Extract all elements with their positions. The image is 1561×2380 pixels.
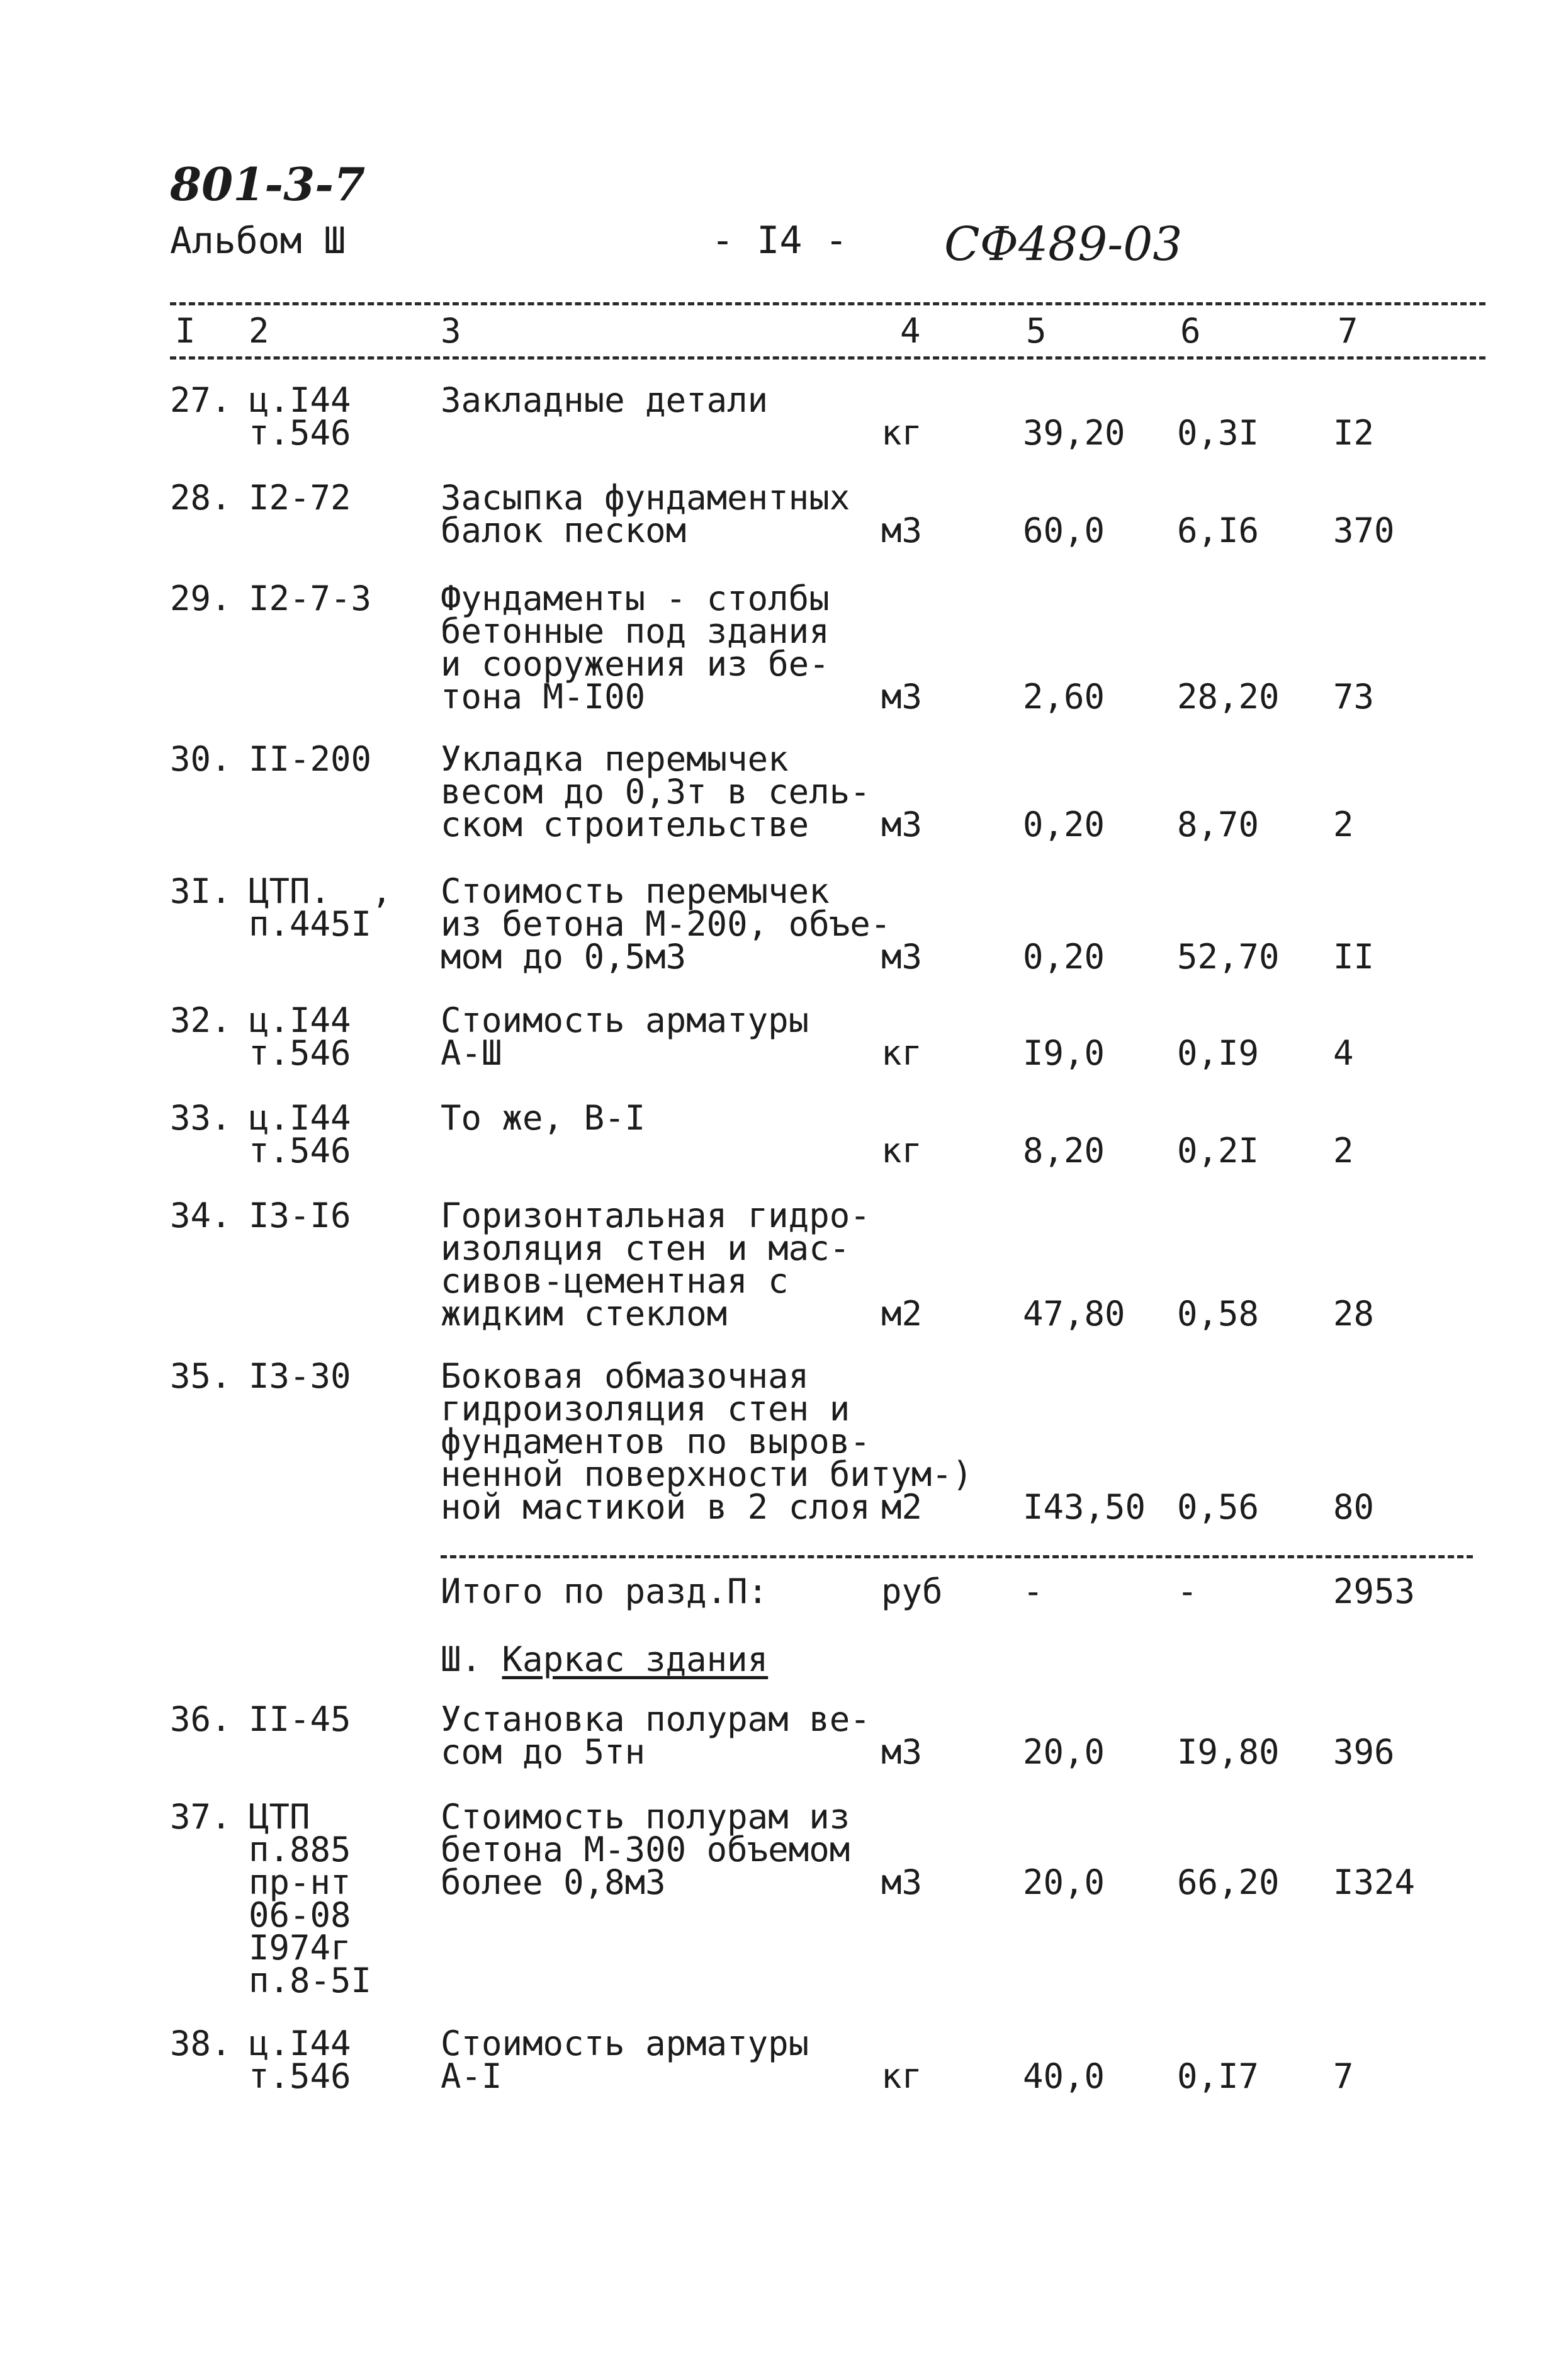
description-line: из бетона М-200, объе- bbox=[441, 904, 891, 944]
description-line: То же, В-I bbox=[441, 1098, 646, 1138]
row-number: 27. bbox=[170, 380, 232, 420]
column-header: 5 bbox=[1026, 311, 1047, 351]
quantity-cell: 0,20 bbox=[1023, 937, 1105, 977]
unit-cell: м3 bbox=[881, 511, 923, 550]
description-line: мом до 0,5м3 bbox=[441, 937, 687, 977]
norm-code-line: ц.I44 bbox=[249, 1000, 351, 1040]
description-line: Стоимость перемычек bbox=[441, 871, 830, 911]
quantity-cell: 20,0 bbox=[1023, 1862, 1105, 1902]
subtotal-qty: - bbox=[1023, 1572, 1044, 1611]
description-line: Стоимость полурам из bbox=[441, 1797, 850, 1837]
total-cell: 2 bbox=[1333, 1131, 1354, 1170]
description-line: Закладные детали bbox=[441, 380, 769, 420]
description-line: Горизонтальная гидро- bbox=[441, 1196, 871, 1235]
norm-code-line: II-45 bbox=[249, 1699, 351, 1739]
norm-code-line: т.546 bbox=[249, 1033, 351, 1073]
unit-price-cell: 0,58 bbox=[1177, 1294, 1260, 1334]
norm-code-line: II-200 bbox=[249, 739, 372, 779]
handwritten-series-code: 801-3-7 bbox=[170, 157, 366, 211]
row-number: 36. bbox=[170, 1699, 232, 1739]
unit-cell: кг bbox=[881, 2056, 923, 2096]
unit-cell: м3 bbox=[881, 937, 923, 977]
album-label: Альбом Ш bbox=[170, 219, 346, 262]
description-line: Фундаменты - столбы bbox=[441, 579, 830, 618]
description-line: сивов-цементная с bbox=[441, 1261, 789, 1301]
description-line: ском строительстве bbox=[441, 805, 809, 844]
subtotal-total: 2953 bbox=[1333, 1572, 1416, 1611]
norm-code-line: т.546 bbox=[249, 1131, 351, 1170]
unit-price-cell: 8,70 bbox=[1177, 805, 1260, 844]
row-number: 29. bbox=[170, 579, 232, 618]
description-line: балок песком bbox=[441, 511, 687, 550]
quantity-cell: 20,0 bbox=[1023, 1732, 1105, 1772]
column-header: 2 bbox=[249, 311, 269, 351]
description-line: ненной поверхности битум-) bbox=[441, 1454, 973, 1494]
page-number: - I4 - bbox=[711, 218, 848, 263]
norm-code-line: ц.I44 bbox=[249, 1098, 351, 1138]
row-number: 38. bbox=[170, 2024, 232, 2063]
quantity-cell: 0,20 bbox=[1023, 805, 1105, 844]
total-cell: 396 bbox=[1333, 1732, 1395, 1772]
description-line: ной мастикой в 2 слоя bbox=[441, 1487, 871, 1527]
description-line: жидким стеклом bbox=[441, 1294, 728, 1334]
quantity-cell: 8,20 bbox=[1023, 1131, 1105, 1170]
unit-cell: м3 bbox=[881, 1862, 923, 1902]
description-line: Боковая обмазочная bbox=[441, 1356, 809, 1396]
total-cell: 370 bbox=[1333, 511, 1395, 550]
total-cell: II bbox=[1333, 937, 1375, 977]
subtotal-rule bbox=[441, 1555, 1473, 1558]
description-line: и сооружения из бе- bbox=[441, 644, 830, 684]
unit-price-cell: 0,3I bbox=[1177, 413, 1260, 453]
column-header: 4 bbox=[900, 311, 921, 351]
quantity-cell: 40,0 bbox=[1023, 2056, 1105, 2096]
unit-cell: кг bbox=[881, 1131, 923, 1170]
unit-price-cell: I9,80 bbox=[1177, 1732, 1280, 1772]
column-header: 6 bbox=[1180, 311, 1201, 351]
unit-price-cell: 0,I7 bbox=[1177, 2056, 1260, 2096]
unit-price-cell: 6,I6 bbox=[1177, 511, 1260, 550]
description-line: тона М-I00 bbox=[441, 677, 646, 717]
unit-price-cell: 52,70 bbox=[1177, 937, 1280, 977]
row-number: 33. bbox=[170, 1098, 232, 1138]
total-cell: 4 bbox=[1333, 1033, 1354, 1073]
description-line: гидроизоляция стен и bbox=[441, 1389, 850, 1429]
norm-code-line: ц.I44 bbox=[249, 380, 351, 420]
quantity-cell: I43,50 bbox=[1023, 1487, 1146, 1527]
subtotal-unit: руб bbox=[881, 1572, 943, 1611]
description-line: Укладка перемычек bbox=[441, 739, 789, 779]
norm-code-line: т.546 bbox=[249, 2056, 351, 2096]
total-cell: I2 bbox=[1333, 413, 1375, 453]
quantity-cell: I9,0 bbox=[1023, 1033, 1105, 1073]
quantity-cell: 39,20 bbox=[1023, 413, 1125, 453]
row-number: 3I. bbox=[170, 871, 232, 911]
norm-code-line: пр-нт bbox=[249, 1862, 351, 1902]
quantity-cell: 47,80 bbox=[1023, 1294, 1125, 1334]
norm-code-line: I2-7-3 bbox=[249, 579, 372, 618]
norm-code-line: ЦТП bbox=[249, 1797, 310, 1837]
description-line: Стоимость арматуры bbox=[441, 2024, 809, 2063]
row-number: 34. bbox=[170, 1196, 232, 1235]
description-line: сом до 5тн bbox=[441, 1732, 646, 1772]
norm-code-line: п.8-5I bbox=[249, 1961, 372, 2000]
unit-cell: кг bbox=[881, 1033, 923, 1073]
row-number: 28. bbox=[170, 478, 232, 518]
description-line: изоляция стен и мас- bbox=[441, 1228, 850, 1268]
unit-cell: м2 bbox=[881, 1487, 923, 1527]
total-cell: 28 bbox=[1333, 1294, 1375, 1334]
unit-cell: м3 bbox=[881, 1732, 923, 1772]
section-number: Ш. bbox=[441, 1640, 482, 1679]
description-line: А-I bbox=[441, 2056, 502, 2096]
norm-code-line: I3-30 bbox=[249, 1356, 351, 1396]
description-line: фундаментов по выров- bbox=[441, 1422, 871, 1461]
subtotal-price: - bbox=[1177, 1572, 1198, 1611]
column-header: 7 bbox=[1338, 311, 1358, 351]
total-cell: 2 bbox=[1333, 805, 1354, 844]
unit-cell: кг bbox=[881, 413, 923, 453]
norm-code-line: п.885 bbox=[249, 1830, 351, 1869]
row-number: 35. bbox=[170, 1356, 232, 1396]
unit-cell: м3 bbox=[881, 805, 923, 844]
description-line: бетона М-300 объемом bbox=[441, 1830, 850, 1869]
description-line: Установка полурам ве- bbox=[441, 1699, 871, 1739]
quantity-cell: 2,60 bbox=[1023, 677, 1105, 717]
section-title: Каркас здания bbox=[502, 1640, 769, 1679]
unit-price-cell: 28,20 bbox=[1177, 677, 1280, 717]
description-line: Засыпка фундаментных bbox=[441, 478, 850, 518]
table-top-rule bbox=[170, 302, 1485, 305]
row-number: 37. bbox=[170, 1797, 232, 1837]
norm-code-line: I974г bbox=[249, 1928, 351, 1968]
total-cell: 73 bbox=[1333, 677, 1375, 717]
norm-code-line: п.445I bbox=[249, 904, 372, 944]
unit-price-cell: 0,2I bbox=[1177, 1131, 1260, 1170]
norm-code-line: т.546 bbox=[249, 413, 351, 453]
description-line: Стоимость арматуры bbox=[441, 1000, 809, 1040]
norm-code-line: ЦТП. , bbox=[249, 871, 392, 911]
description-line: бетонные под здания bbox=[441, 611, 830, 651]
subtotal-label: Итого по разд.П: bbox=[441, 1572, 769, 1611]
unit-cell: м3 bbox=[881, 677, 923, 717]
unit-cell: м2 bbox=[881, 1294, 923, 1334]
norm-code-line: I3-I6 bbox=[249, 1196, 351, 1235]
total-cell: I324 bbox=[1333, 1862, 1416, 1902]
norm-code-line: I2-72 bbox=[249, 478, 351, 518]
column-header: 3 bbox=[441, 311, 461, 351]
unit-price-cell: 0,I9 bbox=[1177, 1033, 1260, 1073]
quantity-cell: 60,0 bbox=[1023, 511, 1105, 550]
norm-code-line: 06-08 bbox=[249, 1895, 351, 1935]
row-number: 32. bbox=[170, 1000, 232, 1040]
column-header: I bbox=[175, 311, 196, 351]
column-header-rule bbox=[170, 356, 1485, 360]
norm-code-line: ц.I44 bbox=[249, 2024, 351, 2063]
section-heading bbox=[441, 1640, 769, 1679]
unit-price-cell: 0,56 bbox=[1177, 1487, 1260, 1527]
unit-price-cell: 66,20 bbox=[1177, 1862, 1280, 1902]
row-number: 30. bbox=[170, 739, 232, 779]
handwritten-document-code: СФ489-03 bbox=[944, 217, 1183, 271]
description-line: весом до 0,3т в сель- bbox=[441, 772, 871, 812]
total-cell: 80 bbox=[1333, 1487, 1375, 1527]
description-line: А-Ш bbox=[441, 1033, 502, 1073]
description-line: более 0,8м3 bbox=[441, 1862, 666, 1902]
total-cell: 7 bbox=[1333, 2056, 1354, 2096]
